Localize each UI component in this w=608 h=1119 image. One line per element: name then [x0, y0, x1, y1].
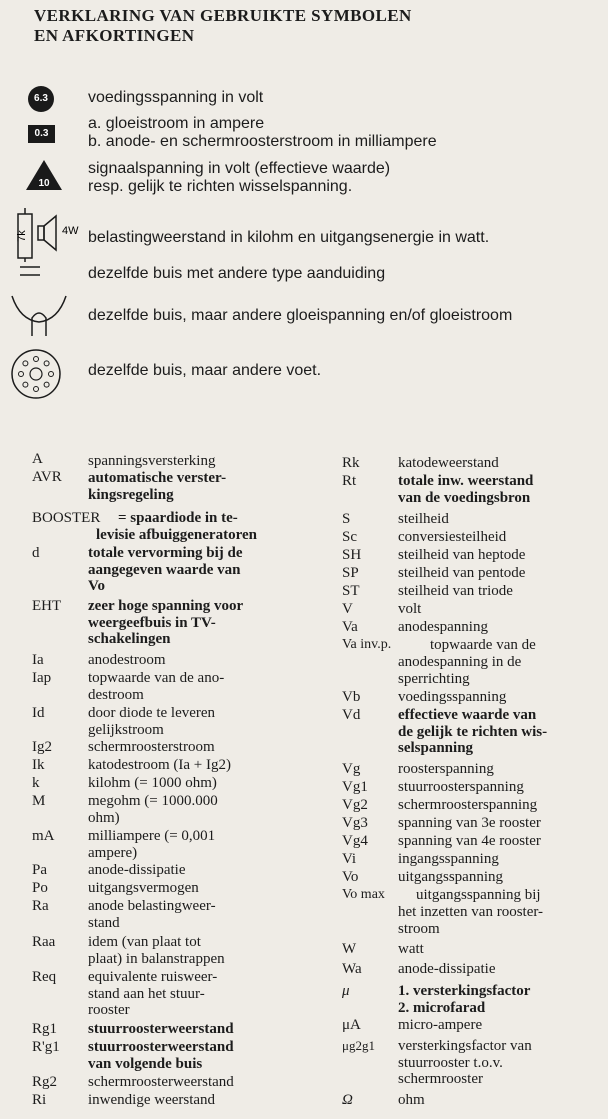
def-Rg2 [88, 1074, 234, 1091]
def-line: stand [88, 914, 120, 931]
def-line: equivalente ruisweer- [88, 969, 218, 985]
def-S [398, 511, 449, 528]
def-Va [398, 619, 488, 636]
abbr-V: V [342, 601, 353, 617]
current-line-b: b. anode- en schermroosterstroom in milliampere [88, 133, 437, 150]
def-line: levisie afbuiggeneratoren [96, 526, 257, 543]
def-line: schakelingen [88, 631, 171, 647]
def-V [398, 601, 421, 618]
def-line: ampere) [88, 844, 138, 861]
abbr-Ik: Ik [32, 757, 45, 773]
def-line: stroom [398, 920, 440, 937]
abbr-S: S [342, 511, 351, 527]
def-line: milliampere (= 0,001 [88, 828, 216, 844]
def-Ra [88, 898, 216, 931]
def-Vg [398, 761, 494, 778]
def-mu [398, 983, 530, 1016]
equal-sign-icon [18, 264, 42, 278]
def-W [398, 941, 424, 958]
def-Id [88, 705, 215, 738]
def-Vg4 [398, 833, 541, 850]
def-Rk [398, 455, 499, 472]
def-line: stuurroosterspanning [398, 779, 524, 795]
abbr-Sc: Sc [342, 529, 357, 545]
def-line: totale vervorming bij de [88, 545, 243, 561]
abbr-omega: Ω [342, 1092, 353, 1108]
def-line: steilheid [398, 511, 449, 527]
abbr-R-prime-g1: R'g1 [32, 1039, 60, 1055]
abbr-Rt: Rt [342, 473, 357, 489]
def-A [88, 453, 215, 470]
def-line: anodespanning in de [398, 654, 522, 670]
def-Vd [398, 707, 547, 757]
def-Req [88, 969, 217, 1019]
def-line: katodeweerstand [398, 455, 499, 471]
def-line: plaat) in balanstrappen [88, 950, 225, 967]
abbr-Vo: Vo [342, 869, 359, 885]
signal-line-2: resp. gelijk te richten wisselspanning. [88, 178, 353, 195]
abbr-Vg4: Vg4 [342, 833, 368, 849]
def-line: spanning van 3e rooster [398, 815, 541, 831]
def-line: conversiesteilheid [398, 529, 507, 545]
def-line: rooster [88, 1002, 130, 1018]
filament-text: dezelfde buis, maar andere gloeispanning en/of gloeistroom [88, 307, 513, 324]
def-line: automatische verster- [88, 470, 227, 486]
abbr-Req: Req [32, 969, 57, 985]
abbr-EHT: EHT [32, 598, 62, 614]
abbr-Ia: Ia [32, 652, 44, 668]
def-EHT [88, 598, 243, 648]
def-ST [398, 583, 513, 600]
abbr-k: k [32, 775, 40, 791]
def-line: topwaarde van de [430, 637, 536, 653]
abbr-Vd: Vd [342, 707, 361, 723]
abbr-Po: Po [32, 880, 48, 896]
abbr-d: d [32, 545, 40, 561]
abbr-M: M [32, 793, 46, 809]
def-Pa [88, 862, 185, 879]
def-SH [398, 547, 525, 564]
def-SP [398, 565, 525, 582]
current-badge-icon: 0.3 [28, 125, 55, 143]
resistor-label: 7k [16, 230, 28, 242]
def-line: steilheid van heptode [398, 547, 526, 563]
abbr-ST: ST [342, 583, 360, 599]
def-line: anodespanning [398, 619, 488, 635]
def-line: steilheid van triode [398, 583, 513, 599]
def-mu-A [398, 1017, 482, 1034]
def-line: stand aan het stuur- [88, 985, 205, 1002]
abbr-Vb: Vb [342, 689, 361, 705]
def-line: idem (van plaat tot [88, 934, 201, 950]
def-Iap [88, 670, 224, 703]
def-line: volt [398, 601, 422, 617]
abbr-Vg2: Vg2 [342, 797, 368, 813]
def-line: uitgangsspanning [398, 869, 503, 885]
def-Ig2 [88, 739, 215, 756]
title-line-1: VERKLARING VAN GEBRUIKTE SYMBOLEN [34, 6, 412, 25]
def-line: 1. versterkingsfactor [398, 983, 531, 999]
def-line: kingsregeling [88, 486, 174, 503]
def-line: roosterspanning [398, 761, 494, 777]
signal-badge-label: 10 [38, 178, 50, 189]
def-Vg1 [398, 779, 524, 796]
abbr-Ri: Ri [32, 1092, 47, 1108]
def-line: topwaarde van de ano- [88, 670, 225, 686]
page-title [34, 6, 594, 46]
abbr-Rg2: Rg2 [32, 1074, 58, 1090]
def-line: selspanning [398, 740, 474, 756]
filament-icon [10, 294, 68, 338]
def-line: spanningsversterking [88, 453, 216, 469]
def-mu-g2g1 [398, 1038, 532, 1088]
def-line: steilheid van pentode [398, 565, 526, 581]
def-line: aangegeven waarde van [88, 561, 241, 578]
abbr-mu: μ [342, 983, 350, 999]
def-line: 2. microfarad [398, 999, 486, 1016]
supply-voltage-badge-icon: 6.3 [28, 86, 54, 112]
def-line: ingangsspanning [398, 851, 499, 867]
def-line: sperrichting [398, 670, 470, 687]
def-line: destroom [88, 686, 144, 703]
def-mA [88, 828, 215, 861]
def-Vo [398, 869, 503, 886]
def-line: gelijkstroom [88, 721, 164, 738]
abbr-Rk: Rk [342, 455, 360, 471]
abbr-mu-A: μA [342, 1017, 361, 1033]
def-Ia [88, 652, 165, 669]
def-Vo-max [398, 887, 544, 937]
def-line: totale inw. weerstand [398, 473, 534, 489]
def-line: van volgende buis [88, 1055, 203, 1072]
signal-triangle-icon [24, 158, 64, 192]
abbr-SH: SH [342, 547, 362, 563]
def-Wa [398, 961, 495, 978]
def-line: versterkingsfactor van [398, 1038, 532, 1054]
def-line: anode belastingweer- [88, 898, 216, 914]
def-line: weergeefbuis in TV- [88, 614, 216, 631]
abbr-mu-g2g1: μg2g1 [342, 1038, 375, 1053]
signal-line-1: signaalspanning in volt (effectieve waarde) [88, 160, 391, 177]
def-line: ohm [398, 1092, 425, 1108]
def-Raa [88, 934, 225, 967]
def-line: uitgangsspanning bij [416, 887, 541, 903]
def-line: watt [398, 941, 424, 957]
abbr-Va-inv-p: Va inv.p. [342, 637, 392, 652]
abbr-mA: mA [32, 828, 55, 844]
def-line: schermrooster [398, 1071, 483, 1087]
def-line: uitgangsvermogen [88, 880, 199, 896]
abbr-Ig2: Ig2 [32, 739, 52, 755]
abbr-Rg1: Rg1 [32, 1021, 58, 1037]
abbr-Vi: Vi [342, 851, 357, 867]
tube-socket-icon [10, 348, 62, 400]
def-line: megohm (= 1000.000 [88, 793, 218, 809]
def-line: de gelijk te richten wis- [398, 723, 548, 740]
abbr-Ra: Ra [32, 898, 49, 914]
def-line: = spaardiode in te- [118, 510, 238, 526]
def-Ik [88, 757, 231, 774]
abbr-Vo-max: Vo max [342, 887, 385, 902]
def-line: anodestroom [88, 652, 166, 668]
def-line: stuurroosterweerstand [88, 1039, 234, 1055]
abbr-Raa: Raa [32, 934, 56, 950]
load-text: belastingweerstand in kilohm en uitgangsenergie in watt. [88, 229, 490, 246]
supply-voltage-text: voedingsspanning in volt [88, 89, 264, 106]
abbr-Iap: Iap [32, 670, 52, 686]
def-line: door diode te leveren [88, 705, 216, 721]
abbr-SP: SP [342, 565, 359, 581]
def-Vb [398, 689, 506, 706]
socket-text: dezelfde buis, maar andere voet. [88, 362, 322, 379]
abbr-Id: Id [32, 705, 45, 721]
abbr-Vg: Vg [342, 761, 361, 777]
def-Sc [398, 529, 506, 546]
def-M [88, 793, 218, 826]
abbr-AVR: AVR [32, 469, 62, 485]
def-Po [88, 880, 199, 897]
abbr-W: W [342, 941, 357, 957]
def-BOOSTER [96, 510, 257, 543]
power-label: 4W [62, 225, 79, 237]
def-line: zeer hoge spanning voor [88, 598, 244, 614]
def-Vg2 [398, 797, 537, 814]
def-k [88, 775, 217, 792]
abbr-Wa: Wa [342, 961, 362, 977]
def-AVR [88, 470, 226, 503]
def-line: effectieve waarde van [398, 707, 537, 723]
abbr-BOOSTER: BOOSTER [32, 510, 101, 526]
def-line: micro-ampere [398, 1017, 483, 1033]
def-Ri [88, 1092, 215, 1109]
def-Va-inv-p [398, 637, 536, 687]
def-line: voedingsspanning [398, 689, 507, 705]
abbr-Vg3: Vg3 [342, 815, 368, 831]
def-line: kilohm (= 1000 ohm) [88, 775, 217, 791]
def-Vi [398, 851, 499, 868]
abbr-Va: Va [342, 619, 358, 635]
abbr-A: A [32, 451, 43, 467]
def-line: schermroosterstroom [88, 739, 215, 755]
def-line: spanning van 4e rooster [398, 833, 541, 849]
def-d [88, 545, 243, 595]
def-Vg3 [398, 815, 541, 832]
def-line: katodestroom (Ia + Ig2) [88, 757, 231, 773]
def-line: schermroosterspanning [398, 797, 538, 813]
current-line-a: a. gloeistroom in ampere [88, 115, 265, 132]
load-resistor-speaker-icon [16, 208, 88, 262]
def-line: schermroosterweerstand [88, 1074, 234, 1090]
def-omega [398, 1092, 425, 1109]
def-Rg1 [88, 1021, 234, 1038]
title-line-2: EN AFKORTINGEN [34, 26, 195, 45]
def-line: stuurrooster t.o.v. [398, 1054, 503, 1071]
abbr-Vg1: Vg1 [342, 779, 368, 795]
def-line: Vo [88, 578, 105, 594]
def-line: inwendige weerstand [88, 1092, 216, 1108]
def-line: ohm) [88, 809, 120, 826]
def-R-prime-g1 [88, 1039, 234, 1072]
def-line: van de voedingsbron [398, 489, 531, 506]
def-line: anode-dissipatie [398, 961, 496, 977]
def-Rt [398, 473, 533, 506]
def-line: het inzetten van rooster- [398, 904, 544, 920]
equal-type-text: dezelfde buis met andere type aanduiding [88, 265, 386, 282]
def-line: anode-dissipatie [88, 862, 186, 878]
def-line: stuurroosterweerstand [88, 1021, 234, 1037]
abbr-Pa: Pa [32, 862, 47, 878]
